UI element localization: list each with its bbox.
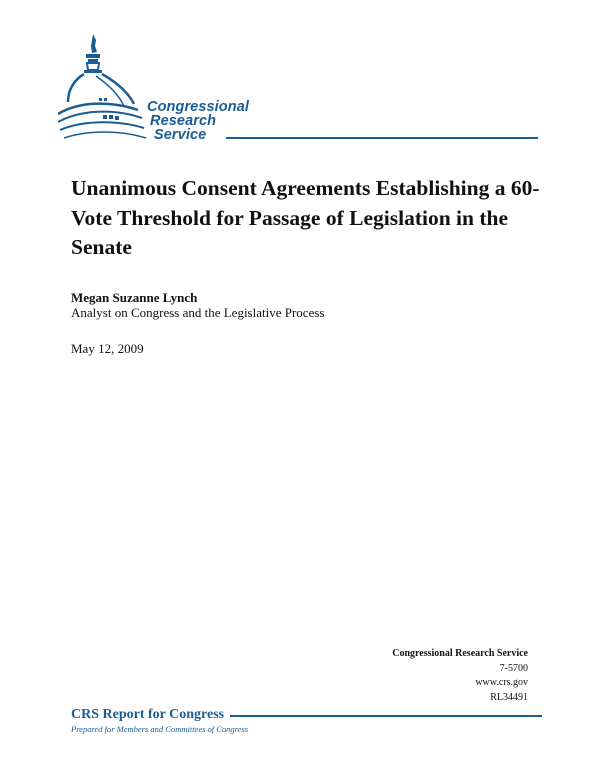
author-role: Analyst on Congress and the Legislative Process [71, 305, 325, 320]
logo-line-2: Research [150, 113, 217, 129]
phone-number: 7-5700 [499, 662, 528, 674]
organization-name: Congressional Research Service [392, 648, 528, 659]
logo-line-1: Congressional [147, 99, 250, 115]
crs-logo-wordmark [147, 100, 249, 142]
document-title: Unanimous Consent Agreements Establishing a 60-Vote Threshold for Passage of Legislation in the Senate [71, 176, 540, 259]
capitol-dome-icon [58, 32, 148, 147]
author-name: Megan Suzanne Lynch [71, 290, 198, 305]
website-link[interactable]: www.crs.gov [475, 677, 528, 688]
publication-date: May 12, 2009 [71, 341, 144, 356]
header-rule [226, 137, 538, 139]
footer-rule [230, 715, 542, 717]
footer-subtitle: Prepared for Members and Committees of Congress [71, 724, 249, 734]
logo-line-3: Service [154, 127, 207, 143]
report-metadata [392, 647, 528, 705]
report-number: RL34491 [490, 691, 528, 703]
footer-title: CRS Report for Congress [71, 707, 225, 722]
